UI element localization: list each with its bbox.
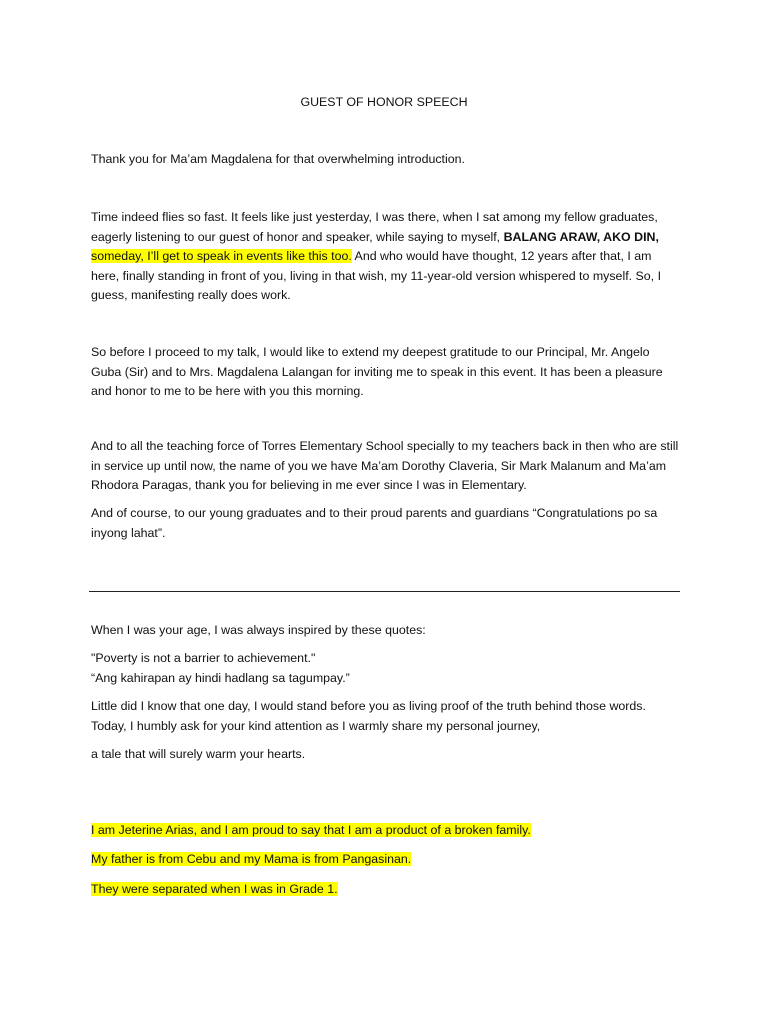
living-proof-paragraph: Little did I know that one day, I would stand before you as living proof of the truth behind those words. Today, I humbly ask for your kind attention as I warmly share my personal journey, [91,699,646,733]
thank-you-paragraph: Thank you for Ma’am Magdalena for that overwhelming introduction. [91,152,465,166]
congratulations-paragraph: And of course, to our young graduates and to their proud parents and guardians “Congratulations po sa inyong lahat”. [91,506,658,540]
time-flies-text-start: Time indeed flies so fast. It feels like just yesterday, I was there, when I sat among my fellow graduates, eagerly listening to our guest of honor and speaker, while saying to myself, [91,210,658,244]
time-flies-text-end: And who would have thought, 12 years after that, I am here, finally standing in front of you, living in that wish, my 11-year-old version whispered to myself. So, I guess, manifesting really does work. [91,249,662,302]
horizontal-divider [89,591,680,592]
quote-english: "Poverty is not a barrier to achievement." [91,651,316,665]
quote-tagalog: “Ang kahirapan ay hindi hadlang sa tagumpay.” [91,670,350,685]
time-flies-paragraph [91,208,681,306]
page-title: GUEST OF HONOR SPEECH [300,95,468,109]
intro-highlight-line-1 [91,821,681,841]
intro-highlight-line-2 [91,850,681,870]
teachers-paragraph: And to all the teaching force of Torres Elementary School specially to my teachers back in then who are still in service up until now, the name of you we have Ma’am Dorothy Claveria, Sir Mark Malanum and Ma’am Rhodora Paragas, thank you for believing in me ever since I was in Elementary. [91,439,679,492]
highlight-separated: They were separated when I was in Grade 1. [91,882,338,896]
someday-highlight: someday, I’ll get to speak in events like this too. [91,249,352,263]
intro-highlight-line-3 [91,880,681,900]
quotes-block [91,649,681,688]
balang-araw-bold: BALANG ARAW, AKO DIN, [503,229,659,244]
tale-paragraph: a tale that will surely warm your hearts. [91,747,306,761]
inspired-paragraph: When I was your age, I was always inspired by these quotes: [91,623,426,637]
highlight-origin: My father is from Cebu and my Mama is from Pangasinan. [91,852,412,866]
gratitude-paragraph: So before I proceed to my talk, I would like to extend my deepest gratitude to our Principal, Mr. Angelo Guba (Sir) and to Mrs. Magdalena Lalangan for inviting me to speak in this event. It has been a pleasure and honor to me to be here with you this morning. [91,345,663,398]
highlight-name: I am Jeterine Arias, and I am proud to say that I am a product of a broken family. [91,823,531,837]
